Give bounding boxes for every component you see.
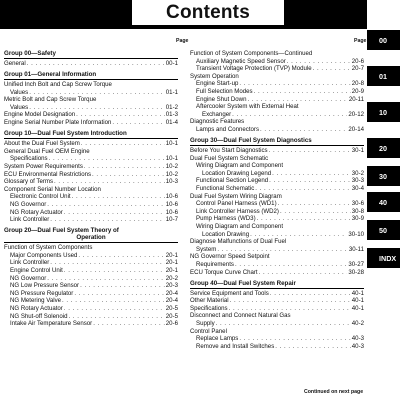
toc-entry[interactable]: [4, 148, 178, 156]
group-divider: [4, 58, 178, 59]
section-tab-20[interactable]: 20: [367, 138, 400, 158]
toc-leader-dots: [29, 104, 165, 112]
toc-entry-label: Values: [10, 103, 29, 111]
page-column-header-right: Page: [354, 38, 367, 44]
toc-entry[interactable]: [190, 215, 364, 223]
toc-entry[interactable]: [4, 259, 178, 267]
toc-leader-dots: [47, 275, 165, 283]
toc-entry-label: Dual Fuel System Schematic: [190, 154, 269, 162]
section-tab-10[interactable]: 10: [367, 102, 400, 122]
toc-entry[interactable]: [4, 111, 178, 119]
toc-entry[interactable]: [4, 275, 178, 283]
toc-entry[interactable]: [190, 96, 364, 104]
toc-entry-label: Wiring Diagram and Component: [196, 222, 284, 230]
toc-entry[interactable]: [4, 60, 178, 68]
toc-entry-page: 20-7: [351, 65, 364, 73]
toc-entry-page: 10-2: [165, 162, 178, 170]
toc-entry-page: 20-1: [165, 251, 178, 259]
toc-entry-page: 10-6: [165, 200, 178, 208]
toc-entry-label: NG Governor Speed Setpoint: [190, 253, 270, 261]
group-heading-text: Group 00—Safety: [4, 50, 56, 57]
toc-entry-page: 20-2: [165, 274, 178, 282]
toc-entry[interactable]: [190, 177, 364, 185]
toc-leader-dots: [47, 201, 165, 209]
toc-entry-label: Requirements: [196, 260, 234, 268]
toc-leader-dots: [27, 60, 165, 68]
group-heading: [190, 137, 364, 144]
toc-leader-dots: [235, 261, 347, 269]
section-tab-30[interactable]: 30: [367, 166, 400, 186]
toc-leader-dots: [232, 111, 347, 119]
toc-entry-label: NG Rotary Actuator: [10, 208, 63, 216]
toc-leader-dots: [216, 320, 351, 328]
toc-leader-dots: [254, 88, 351, 96]
toc-leader-dots: [255, 185, 351, 193]
toc-entry-label: Glossary of Terms: [4, 178, 53, 186]
toc-entry-page: 20-4: [165, 297, 178, 305]
toc-entry[interactable]: [190, 65, 364, 73]
group-heading-line: Operation: [76, 234, 106, 242]
toc-entry[interactable]: [4, 119, 178, 127]
toc-entry[interactable]: [190, 126, 364, 134]
toc-entry-label: NG Metering Valve: [10, 297, 62, 305]
toc-entry[interactable]: [190, 320, 364, 328]
toc-entry[interactable]: [190, 335, 364, 343]
toc-entry-page: 30-3: [351, 177, 364, 185]
toc-leader-dots: [80, 282, 165, 290]
toc-leader-dots: [250, 231, 347, 239]
toc-entry-page: 40-1: [351, 289, 364, 297]
toc-leader-dots: [259, 269, 348, 277]
section-tab-indx[interactable]: INDX: [367, 248, 400, 268]
toc-entry-page: 40-1: [351, 304, 364, 312]
toc-leader-dots: [78, 252, 164, 260]
toc-entry-label: Service Equipment and Tools: [190, 289, 269, 297]
toc-leader-dots: [68, 313, 164, 321]
group-heading-text: Group 30—Dual Fuel System Diagnostics: [190, 137, 312, 145]
toc-entry[interactable]: [4, 252, 178, 260]
toc-leader-dots: [81, 140, 165, 148]
toc-entry-page: 20-6: [351, 57, 364, 65]
toc-entry-label: Engine Model Designation: [4, 111, 76, 119]
group-divider: [4, 79, 178, 80]
toc-entry-page: 30-2: [351, 169, 364, 177]
toc-leader-dots: [239, 80, 350, 88]
toc-leader-dots: [260, 126, 347, 134]
toc-entry[interactable]: [190, 155, 364, 163]
group-heading: [4, 130, 178, 137]
toc-entry[interactable]: [190, 200, 364, 208]
toc-entry[interactable]: [4, 193, 178, 201]
group-divider: [4, 242, 178, 243]
toc-leader-dots: [64, 267, 165, 275]
toc-entry-page: 20-3: [165, 282, 178, 290]
toc-leader-dots: [64, 209, 165, 217]
toc-leader-dots: [270, 290, 351, 298]
toc-entry[interactable]: [4, 216, 178, 224]
toc-leader-dots: [230, 297, 351, 305]
toc-entry-label: About the Dual Fuel System: [4, 140, 80, 148]
toc-entry-label: Location Drawing: [202, 230, 250, 238]
toc-entry-page: 30-4: [351, 185, 364, 192]
section-tab-01[interactable]: 01: [367, 66, 400, 86]
toc-entry-page: 20-5: [165, 304, 178, 312]
toc-entry[interactable]: [190, 297, 364, 305]
toc-entry[interactable]: [4, 186, 178, 194]
toc-entry[interactable]: [190, 111, 364, 119]
toc-entry[interactable]: [190, 269, 364, 277]
toc-entry-label: Transient Voltage Protection (TVP) Module: [196, 65, 312, 73]
toc-entry[interactable]: [190, 290, 364, 298]
toc-leader-dots: [217, 246, 348, 254]
toc-leader-dots: [275, 343, 351, 351]
page-column-header-left: Page: [176, 38, 189, 44]
toc-leader-dots: [257, 215, 351, 223]
toc-entry[interactable]: [190, 343, 364, 351]
toc-entry-label: Major Components Used: [10, 251, 78, 259]
group-divider: [4, 138, 178, 139]
toc-entry-label: Supply: [196, 320, 215, 327]
toc-leader-dots: [50, 259, 165, 267]
toc-entry-page: 00-1: [165, 60, 178, 67]
toc-entry[interactable]: [4, 209, 178, 217]
toc-entry-label: Engine Serial Number Plate Information: [4, 119, 112, 127]
toc-entry-page: 10-6: [165, 208, 178, 216]
toc-leader-dots: [269, 177, 351, 185]
toc-entry[interactable]: [190, 185, 364, 193]
toc-entry-label: Pump Harness (WD3): [196, 215, 256, 223]
toc-leader-dots: [229, 305, 351, 313]
toc-leader-dots: [280, 208, 351, 216]
toc-leader-dots: [247, 96, 347, 104]
toc-entry-page: 10-6: [165, 193, 178, 201]
toc-entry-label: Values: [10, 88, 29, 96]
group-divider: [190, 145, 364, 146]
toc-entry-label: Disconnect and Connect Natural Gas: [190, 312, 291, 320]
toc-entry-label: Aftercooler System with External Heat: [196, 103, 299, 111]
toc-entry[interactable]: [190, 231, 364, 239]
section-tab-00[interactable]: 00: [367, 30, 400, 50]
toc-entry-label: Dual Fuel System Wiring Diagram: [190, 192, 282, 200]
toc-entry-page: 10-7: [165, 216, 178, 224]
toc-entry-page: 40-3: [351, 342, 364, 350]
toc-entry-page: 01-3: [165, 111, 178, 119]
toc-entry[interactable]: [4, 267, 178, 275]
toc-leader-dots: [72, 193, 165, 201]
title-box: [130, 0, 286, 27]
toc-entry[interactable]: [4, 305, 178, 313]
toc-entry[interactable]: [4, 104, 178, 112]
toc-entry-page: 30-10: [348, 230, 364, 238]
toc-entry-label: NG Shut-off Solenoid: [10, 312, 68, 320]
toc-entry[interactable]: [4, 297, 178, 305]
toc-leader-dots: [62, 297, 165, 305]
toc-entry[interactable]: [190, 118, 364, 126]
toc-entry[interactable]: [190, 246, 364, 254]
group-heading-text: Group 01—General Information: [4, 71, 97, 79]
toc-entry-label: Link Controller: [10, 216, 50, 224]
toc-entry-label: Electronic Control Unit: [10, 193, 71, 201]
toc-leader-dots: [272, 170, 351, 178]
toc-entry[interactable]: [190, 162, 364, 170]
toc-entry-page: 20-4: [165, 289, 178, 297]
title-bar: [0, 0, 367, 27]
toc-entry[interactable]: [190, 312, 364, 320]
toc-entry-label: Engine Shut Down: [196, 95, 247, 103]
toc-entry-page: 30-28: [348, 268, 364, 276]
section-tabs: [367, 30, 400, 270]
toc-entry[interactable]: [4, 155, 178, 163]
toc-entry-page: 20-12: [348, 110, 364, 118]
toc-entry-page: 40-2: [351, 320, 364, 327]
toc-entry-page: 20-11: [348, 95, 364, 103]
toc-entry-label: Auxiliary Magnetic Speed Sensor: [196, 57, 286, 65]
toc-entry[interactable]: [190, 58, 364, 66]
toc-entry-page: 10-1: [165, 155, 178, 163]
toc-entry-label: Unified Inch Bolt and Cap Screw Torque: [4, 81, 112, 89]
toc-leader-dots: [76, 111, 165, 119]
toc-leader-dots: [93, 320, 165, 328]
toc-entry-page: 30-6: [351, 200, 364, 208]
toc-entry[interactable]: [190, 328, 364, 336]
toc-entry-label: Link Controller: [10, 259, 50, 267]
toc-entry-label: Diagnose Malfunctions of Dual Fuel: [190, 238, 287, 246]
toc-entry-label: Specifications: [10, 155, 48, 163]
right-toc-column: [190, 50, 364, 350]
title-rule: [0, 27, 367, 29]
toc-leader-dots: [239, 335, 350, 343]
toc-entry[interactable]: [4, 140, 178, 148]
toc-leader-dots: [313, 65, 351, 73]
group-heading-line: Group 20—Dual Fuel System Theory of: [4, 227, 119, 235]
toc-entry-label: System: [196, 245, 217, 253]
toc-entry-page: 20-9: [351, 87, 364, 95]
toc-entry[interactable]: [4, 313, 178, 321]
toc-entry-page: 10-1: [165, 140, 178, 148]
toc-entry-page: 30-27: [348, 260, 364, 268]
toc-leader-dots: [287, 58, 351, 66]
toc-leader-dots: [74, 290, 164, 298]
toc-entry-page: 20-14: [348, 125, 364, 133]
section-tab-50[interactable]: 50: [367, 220, 400, 240]
toc-leader-dots: [49, 155, 165, 163]
toc-entry-label: Engine Start-up: [196, 80, 239, 88]
toc-entry[interactable]: [4, 96, 178, 104]
toc-entry[interactable]: [190, 193, 364, 201]
toc-entry[interactable]: [4, 201, 178, 209]
toc-entry-label: NG Governor: [10, 274, 47, 282]
toc-entry[interactable]: [4, 81, 178, 89]
toc-entry-label: System Operation: [190, 72, 239, 80]
toc-leader-dots: [29, 89, 165, 97]
toc-entry-label: Wiring Diagram and Component: [196, 162, 284, 170]
toc-entry-label: General: [4, 60, 26, 67]
toc-leader-dots: [269, 147, 351, 155]
toc-entry[interactable]: [4, 244, 178, 252]
toc-entry-label: Link Controller Harness (WD2): [196, 207, 279, 215]
toc-entry-label: General Dual Fuel OEM Engine: [4, 147, 90, 155]
toc-entry-label: Control Panel: [190, 327, 227, 335]
toc-entry-page: 40-3: [351, 335, 364, 343]
group-divider: [190, 288, 364, 289]
toc-entry[interactable]: [190, 170, 364, 178]
toc-entry-page: 20-1: [165, 266, 178, 274]
toc-entry-label: NG Rotary Actuator: [10, 304, 63, 312]
toc-entry-page: 30-9: [351, 215, 364, 223]
toc-entry[interactable]: [190, 147, 364, 155]
toc-entry-label: Engine Control Unit: [10, 266, 63, 274]
group-heading: [4, 50, 178, 57]
toc-entry-page: 10-3: [165, 178, 178, 186]
toc-entry[interactable]: [190, 80, 364, 88]
group-heading: [4, 71, 178, 78]
toc-entry-label: Control Panel Harness (WD1): [196, 200, 277, 208]
toc-entry-label: Function of System Components: [4, 244, 93, 252]
section-tab-40[interactable]: 40: [367, 192, 400, 212]
group-heading: [190, 280, 364, 287]
toc-leader-dots: [92, 171, 165, 179]
group-heading-text: Group 40—Dual Fuel System Repair: [190, 279, 296, 287]
toc-entry-page: 30-1: [351, 147, 364, 155]
toc-entry-label: Functional Section Legend: [196, 177, 269, 185]
toc-entry-label: Lamps and Connectors: [196, 125, 260, 133]
toc-entry-label: Remove and Install Switches: [196, 342, 275, 350]
toc-entry-page: 20-8: [351, 80, 364, 88]
toc-entry-label: NG Pressure Regulator: [10, 289, 74, 297]
group-heading-text: Group 10—Dual Fuel System Introduction: [4, 130, 127, 138]
toc-entry[interactable]: [4, 282, 178, 290]
toc-entry-label: Exchanger: [202, 110, 232, 118]
toc-entry-label: Other Material: [190, 297, 229, 305]
toc-entry-label: NG Governor: [10, 200, 47, 208]
continued-section-header: Function of System Components—Continued: [190, 50, 313, 57]
toc-entry[interactable]: [4, 320, 178, 328]
toc-entry-label: ECU Torque Curve Chart: [190, 268, 258, 276]
toc-entry-label: ECU Environmental Restrictions: [4, 170, 92, 178]
toc-entry-label: Replace Lamps: [196, 335, 239, 343]
toc-entry[interactable]: [190, 253, 364, 261]
toc-entry-label: Metric Bolt and Cap Screw Torque: [4, 96, 97, 104]
toc-leader-dots: [54, 178, 165, 186]
toc-entry-label: System Power Requirements: [4, 162, 83, 170]
toc-entry-page: 01-1: [165, 88, 178, 96]
continued-note: Continued on next page: [304, 389, 364, 395]
toc-entry[interactable]: [4, 89, 178, 97]
page-title: Contents: [166, 1, 250, 23]
toc-leader-dots: [64, 305, 165, 313]
left-toc-column: [4, 50, 178, 328]
toc-entry-page: 01-2: [165, 103, 178, 111]
toc-entry-page: 20-6: [165, 320, 178, 328]
toc-entry[interactable]: [190, 73, 364, 81]
toc-leader-dots: [50, 216, 165, 224]
toc-entry-page: 20-1: [165, 259, 178, 267]
toc-leader-dots: [112, 119, 164, 127]
toc-entry-page: 10-2: [165, 170, 178, 178]
toc-entry-page: 20-5: [165, 312, 178, 320]
toc-entry-page: 30-11: [348, 245, 364, 253]
toc-leader-dots: [84, 163, 165, 171]
toc-entry-page: 01-4: [165, 119, 178, 127]
toc-entry[interactable]: [4, 178, 178, 186]
toc-entry-label: NG Low Pressure Sensor: [10, 282, 80, 290]
toc-entry-page: 40-1: [351, 297, 364, 305]
toc-entry[interactable]: [4, 163, 178, 171]
group-heading: [4, 227, 178, 241]
toc-entry-label: Diagnostic Features: [190, 118, 245, 126]
toc-entry-label: Component Serial Number Location: [4, 185, 101, 193]
toc-entry[interactable]: [190, 103, 364, 111]
toc-entry-label: Functional Schematic: [196, 185, 255, 192]
toc-entry[interactable]: [4, 171, 178, 179]
toc-entry-label: Before You Start Diagnostics: [190, 147, 268, 155]
toc-entry[interactable]: [190, 261, 364, 269]
toc-entry[interactable]: [190, 305, 364, 313]
toc-leader-dots: [278, 200, 351, 208]
toc-entry[interactable]: [190, 223, 364, 231]
toc-entry[interactable]: [190, 88, 364, 96]
toc-entry[interactable]: [190, 208, 364, 216]
toc-entry[interactable]: [4, 290, 178, 298]
toc-entry-label: Intake Air Temperature Sensor: [10, 320, 93, 328]
toc-entry[interactable]: [190, 238, 364, 246]
toc-entry-label: Location Drawing Legend: [202, 169, 272, 177]
toc-entry-label: Full Selection Modes: [196, 87, 253, 95]
toc-entry-label: Specifications: [190, 304, 228, 312]
toc-entry-page: 30-8: [351, 207, 364, 215]
